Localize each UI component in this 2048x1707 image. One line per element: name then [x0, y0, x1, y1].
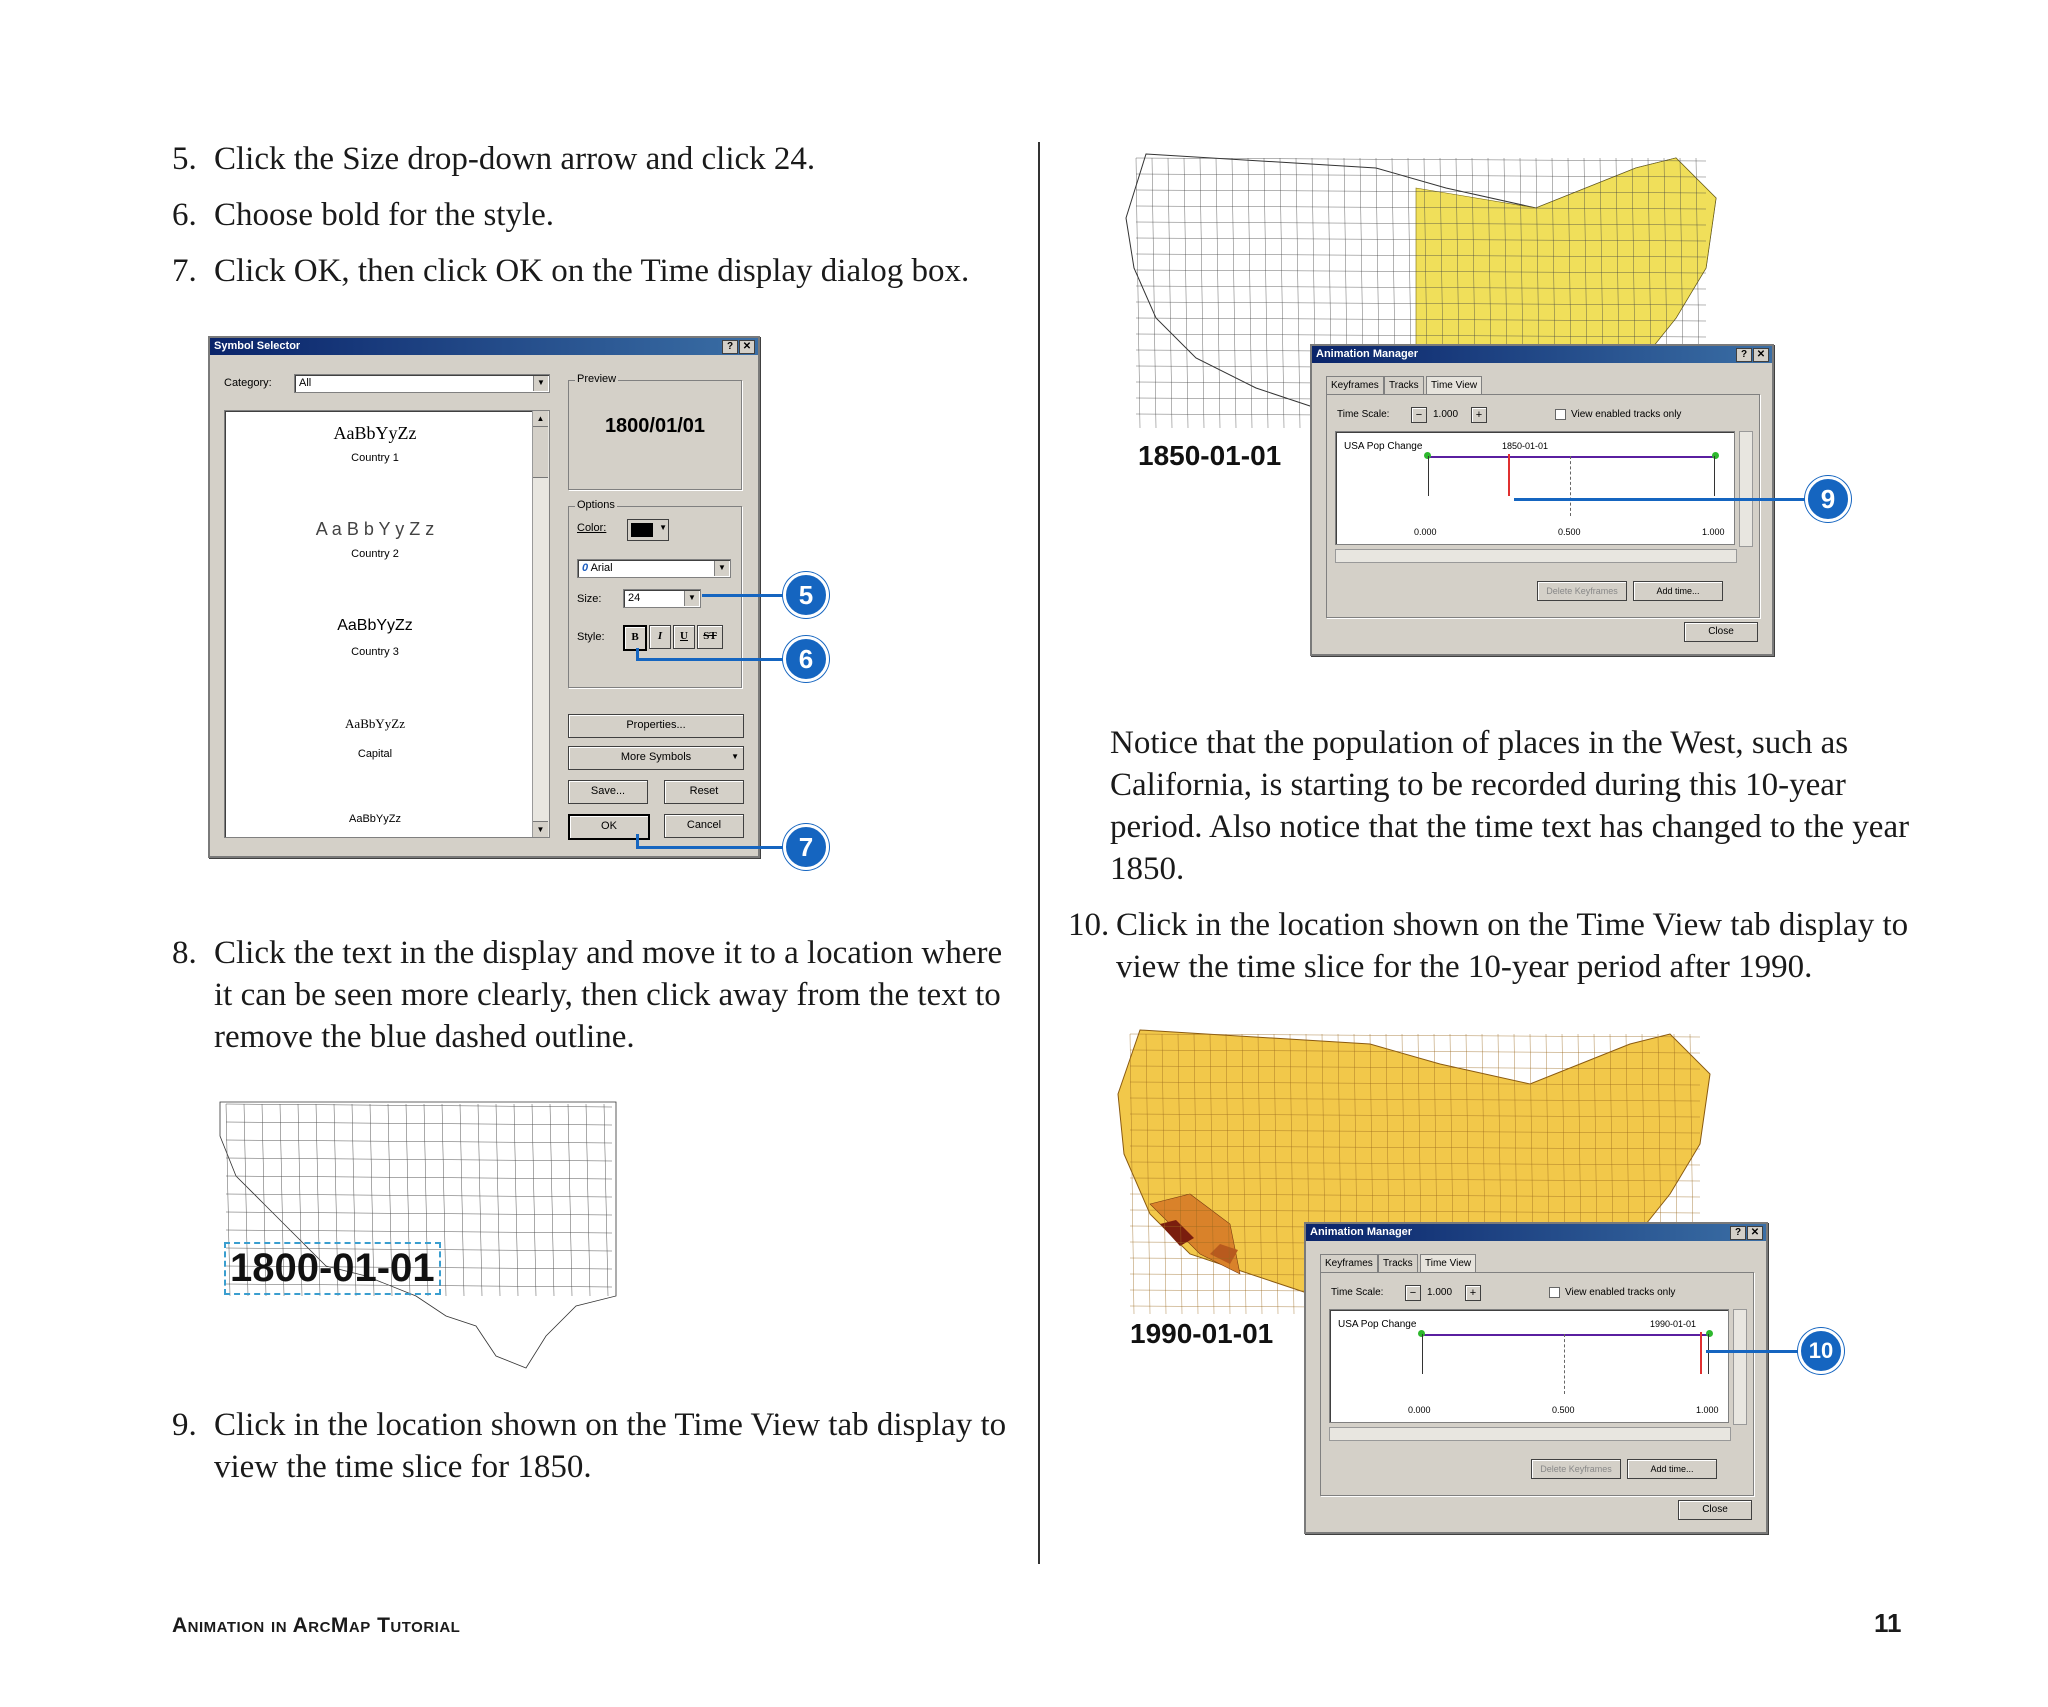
italic-button[interactable]: I: [649, 625, 671, 649]
font-icon: 0: [582, 562, 589, 574]
time-view-canvas[interactable]: [1335, 431, 1735, 545]
symbol-name: Capital: [357, 748, 393, 760]
help-button[interactable]: ?: [1730, 1226, 1746, 1240]
font-value: Arial: [590, 562, 613, 574]
font-dropdown[interactable]: [577, 559, 731, 578]
callout-5: 5: [783, 572, 829, 618]
time-text: 1800-01-01: [230, 1246, 435, 1290]
axis-start: [1428, 456, 1429, 496]
axis-start: [1422, 1334, 1423, 1374]
symbol-list[interactable]: [224, 410, 550, 838]
horizontal-scrollbar[interactable]: [1329, 1427, 1731, 1441]
view-enabled-checkbox[interactable]: [1549, 1287, 1560, 1298]
callout-7: 7: [783, 824, 829, 870]
tab-strip: [1320, 1254, 1750, 1272]
tab-tracks[interactable]: Tracks: [1378, 1254, 1418, 1272]
help-button[interactable]: ?: [1736, 348, 1752, 362]
add-time-button[interactable]: Add time...: [1627, 1459, 1717, 1479]
current-time: 1990-01-01: [1650, 1319, 1697, 1329]
axis-mid: [1564, 1334, 1565, 1394]
options-label: Options: [577, 499, 615, 511]
scroll-down-icon[interactable]: ▼: [533, 821, 548, 837]
tab-tracks[interactable]: Tracks: [1384, 376, 1424, 394]
bold-button[interactable]: B: [623, 625, 647, 651]
callout-line-10: [1706, 1350, 1812, 1353]
tick-label: 0.500: [1552, 1405, 1575, 1415]
callout-line-9: [1514, 498, 1816, 501]
notice-paragraph: Notice that the population of places in the West, such as California, is starting to be recorded during this 10-year period. Also notice that the time text has changed to the year 1850.: [1110, 725, 1910, 887]
callout-9: 9: [1805, 476, 1851, 522]
zoom-in-button[interactable]: +: [1465, 1285, 1481, 1301]
scroll-thumb[interactable]: [533, 427, 548, 478]
step-text: Click in the location shown on the Time View tab display to view the time slice for the 10-year period after 1990.: [1116, 907, 1909, 985]
size-value: 24: [628, 592, 641, 604]
strikethrough-button[interactable]: ST: [697, 625, 723, 649]
step-text: Click the Size drop-down arrow and click 24.: [214, 141, 816, 177]
size-label: Size:: [577, 593, 602, 605]
step-text: Click the text in the display and move it to a location where it can be seen more clearly, then click away from the text to remove the blue dashed outline.: [214, 935, 1003, 1055]
symbol-name: Country 1: [351, 452, 399, 464]
view-enabled-label: View enabled tracks only: [1571, 409, 1682, 420]
style-label: Style:: [577, 631, 605, 643]
step-number: 6.: [172, 197, 197, 233]
callout-10: 10: [1798, 1328, 1844, 1374]
list-item[interactable]: [225, 715, 525, 763]
close-icon[interactable]: ✕: [1753, 348, 1769, 362]
dialog-title: Symbol Selector: [210, 338, 758, 355]
ok-button[interactable]: OK: [568, 814, 650, 840]
horizontal-scrollbar[interactable]: [1335, 549, 1737, 563]
step-text: Choose bold for the style.: [214, 197, 555, 233]
close-button[interactable]: Close: [1678, 1500, 1752, 1520]
tick-label: 1.000: [1696, 1405, 1719, 1415]
chevron-down-icon[interactable]: ▼: [659, 523, 667, 532]
map-1990-time-label: 1990-01-01: [1130, 1318, 1274, 1349]
list-item[interactable]: [225, 521, 525, 563]
time-scale-label: Time Scale:: [1331, 1287, 1384, 1298]
time-scale-value: 1.000: [1433, 409, 1459, 420]
save-button[interactable]: Save...: [568, 780, 648, 804]
callout-line-6: [636, 658, 794, 661]
step-number: 9.: [172, 1407, 197, 1443]
zoom-out-button[interactable]: −: [1411, 407, 1427, 423]
size-dropdown[interactable]: [623, 589, 701, 608]
track-name: USA Pop Change: [1344, 441, 1423, 452]
scroll-up-icon[interactable]: ▲: [533, 411, 548, 427]
symbol-name: Country 2: [351, 548, 399, 560]
scrollbar[interactable]: [532, 411, 549, 837]
category-value: All: [299, 377, 312, 389]
color-picker[interactable]: [627, 519, 669, 541]
list-item[interactable]: [225, 425, 525, 467]
preview-text: 1800/01/01: [604, 415, 706, 437]
track-bar[interactable]: [1422, 1334, 1708, 1336]
track-bar[interactable]: [1428, 456, 1714, 458]
category-dropdown[interactable]: [294, 374, 550, 393]
preview-group: [568, 373, 742, 490]
tick-label: 0.500: [1558, 527, 1581, 537]
cancel-button[interactable]: Cancel: [664, 814, 744, 838]
symbol-selector-dialog: [208, 336, 760, 858]
current-time-marker[interactable]: [1508, 454, 1510, 496]
view-enabled-label: View enabled tracks only: [1565, 1287, 1676, 1298]
more-symbols-label: More Symbols: [620, 751, 692, 763]
step-text: Click in the location shown on the Time View tab display to view the time slice for 1850.: [214, 1407, 1007, 1485]
symbol-name: Country 3: [351, 646, 399, 658]
time-view-canvas[interactable]: [1329, 1309, 1729, 1423]
track-name: USA Pop Change: [1338, 1319, 1417, 1330]
tick-label: 0.000: [1414, 527, 1437, 537]
close-button[interactable]: Close: [1684, 622, 1758, 642]
vertical-scrollbar[interactable]: [1733, 1309, 1747, 1425]
time-scale-label: Time Scale:: [1337, 409, 1390, 420]
close-icon[interactable]: ✕: [739, 340, 755, 354]
dialog-title: Animation Manager: [1312, 346, 1772, 363]
tab-keyframes[interactable]: Keyframes: [1326, 376, 1384, 394]
time-view-panel: [1326, 394, 1760, 618]
step-number: 8.: [172, 935, 197, 971]
dialog-title: Animation Manager: [1306, 1224, 1766, 1241]
symbol-sample: AaBbYyZz: [337, 617, 413, 634]
symbol-sample: AaBbYyZz: [349, 813, 401, 825]
preview-label: Preview: [577, 373, 617, 385]
reset-button[interactable]: Reset: [664, 780, 744, 804]
color-label: Color:: [577, 522, 607, 534]
more-symbols-button[interactable]: [568, 746, 744, 770]
animation-manager-1990: [1304, 1222, 1768, 1534]
zoom-in-button[interactable]: +: [1471, 407, 1487, 423]
chevron-down-icon[interactable]: ▼: [684, 591, 699, 606]
add-time-button[interactable]: Add time...: [1633, 581, 1723, 601]
zoom-out-button[interactable]: −: [1405, 1285, 1421, 1301]
help-button[interactable]: ?: [722, 340, 738, 354]
footer-title: Animation in ArcMap Tutorial: [172, 1614, 461, 1637]
callout-line-7: [636, 846, 794, 849]
step-number: 5.: [172, 141, 197, 177]
delete-keyframes-button[interactable]: Delete Keyframes: [1537, 581, 1627, 601]
time-scale-value: 1.000: [1427, 1287, 1453, 1298]
step-text: Click OK, then click OK on the Time display dialog box.: [214, 253, 970, 289]
symbol-sample: AaBbYyZz: [333, 423, 417, 443]
vertical-scrollbar[interactable]: [1739, 431, 1753, 547]
page-number: 11: [1874, 1608, 1902, 1638]
tab-strip: [1326, 376, 1756, 394]
chevron-down-icon[interactable]: ▼: [533, 376, 548, 391]
list-item[interactable]: [225, 617, 525, 661]
axis-end: [1708, 1334, 1709, 1374]
step-number: 7.: [172, 253, 197, 289]
texas-map: [216, 1096, 620, 1372]
tab-time-view[interactable]: Time View: [1420, 1254, 1476, 1272]
underline-button[interactable]: U: [673, 625, 695, 649]
tab-time-view[interactable]: Time View: [1426, 376, 1482, 394]
chevron-down-icon[interactable]: ▼: [714, 561, 729, 576]
callout-line-5: [702, 594, 794, 597]
map-1850-time-label: 1850-01-01: [1138, 440, 1282, 471]
symbol-sample: AaBbYyZz: [345, 716, 405, 731]
chevron-down-icon: ▼: [731, 752, 739, 761]
symbol-sample: A a B b Y y Z z: [315, 519, 435, 539]
axis-mid: [1570, 456, 1571, 516]
step-number: 10.: [1068, 907, 1110, 943]
list-item[interactable]: [225, 811, 525, 828]
view-enabled-checkbox[interactable]: [1555, 409, 1566, 420]
time-view-panel: [1320, 1272, 1754, 1496]
tab-keyframes[interactable]: Keyframes: [1320, 1254, 1378, 1272]
tick-label: 1.000: [1702, 527, 1725, 537]
column-divider: [1038, 142, 1040, 1564]
tick-label: 0.000: [1408, 1405, 1431, 1415]
delete-keyframes-button[interactable]: Delete Keyframes: [1531, 1459, 1621, 1479]
category-label: Category:: [224, 377, 272, 389]
callout-6: 6: [783, 636, 829, 682]
close-icon[interactable]: ✕: [1747, 1226, 1763, 1240]
texas-time-label[interactable]: [224, 1242, 441, 1295]
axis-end: [1714, 456, 1715, 496]
current-time-marker[interactable]: [1700, 1332, 1702, 1374]
current-time: 1850-01-01: [1502, 441, 1549, 451]
properties-button[interactable]: Properties...: [568, 714, 744, 738]
